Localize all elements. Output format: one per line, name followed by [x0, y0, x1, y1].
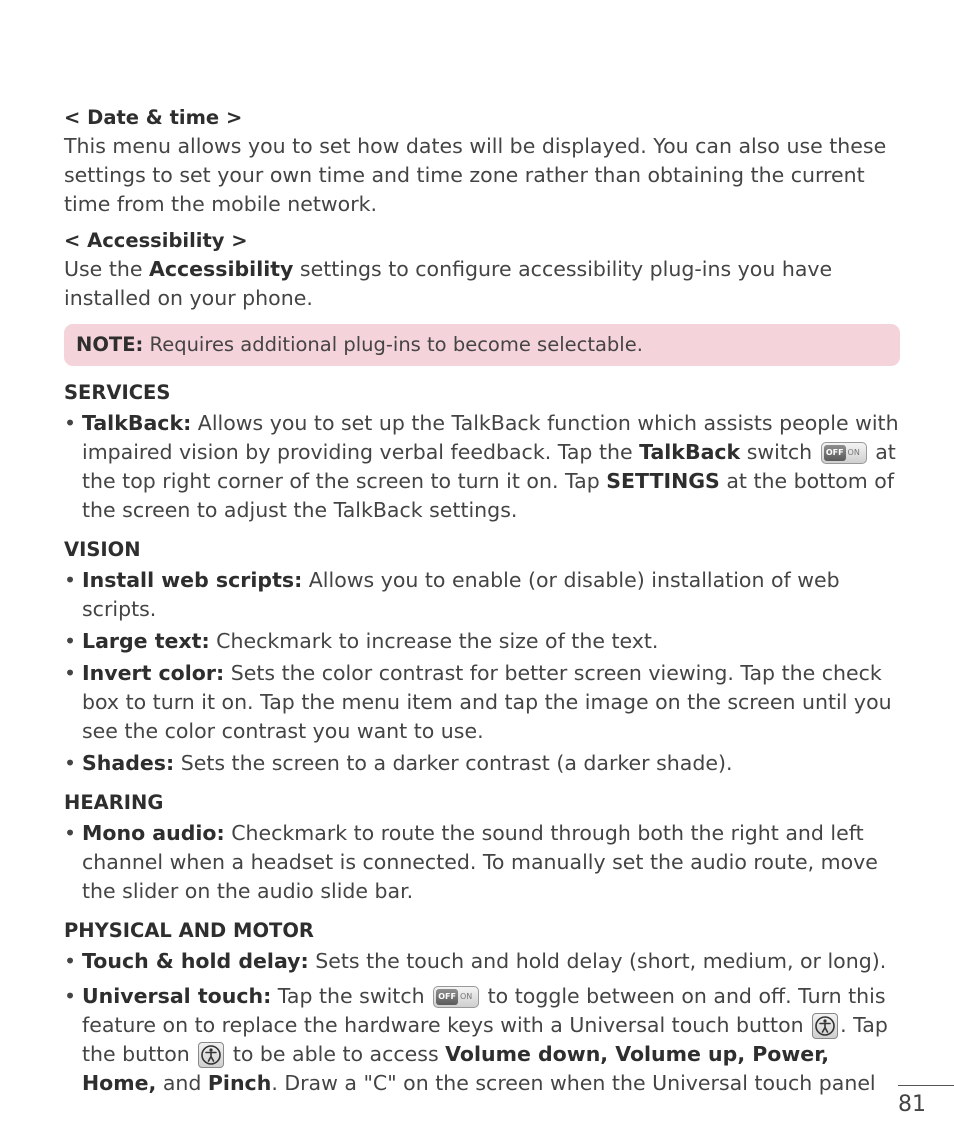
list-item: • Touch & hold delay: Sets the touch and hold delay (short, medium, or long). [64, 947, 900, 976]
universal-touch-icon [198, 1042, 224, 1068]
vision-list [64, 566, 900, 778]
accessibility-body: Use the Accessibility settings to configure accessibility plug-ins you have installed on your phone. [64, 257, 833, 310]
services-heading: SERVICES [64, 381, 171, 404]
physical-motor-list [64, 947, 900, 1098]
date-time-heading: < Date & time > [64, 106, 243, 129]
footer-rule [898, 1085, 954, 1086]
list-item: • Shades: Sets the screen to a darker contrast (a darker shade). [64, 749, 900, 778]
page-number: 81 [898, 1092, 926, 1117]
hearing-heading: HEARING [64, 791, 164, 814]
physical-motor-heading: PHYSICAL AND MOTOR [64, 919, 314, 942]
note-text: Requires additional plug-ins to become selectable. [143, 333, 643, 356]
switch-icon: OFF ON [433, 986, 479, 1008]
hearing-list [64, 819, 900, 906]
list-item: • Install web scripts: Allows you to enable (or disable) installation of web scripts. [64, 566, 900, 624]
switch-icon: OFF ON [821, 442, 867, 464]
date-time-body: This menu allows you to set how dates will be displayed. You can also use these settings to set your own time and time zone rather than obtaining the current time from the mobile network. [64, 134, 887, 216]
universal-touch-icon [812, 1013, 838, 1039]
note-box [64, 324, 900, 366]
page-content [64, 104, 900, 1101]
list-item: • Invert color: Sets the color contrast for better screen viewing. Tap the check box to turn it on. Tap the menu item and tap the image on the screen until you see the color contrast you want to use. [64, 659, 900, 746]
list-item-talkback: • TalkBack: Allows you to set up the TalkBack function which assists people with impaired vision by providing verbal feedback. Tap the TalkBack switch OFF ON at the top right corner of the screen to turn it on. Tap SETTINGS at the bottom of the screen to adjust the TalkBack settings. [64, 409, 900, 525]
accessibility-heading: < Accessibility > [64, 229, 248, 252]
list-item: • Universal touch: Tap the switch OFF ON to toggle between on and off. Turn this feature on to replace the hardware keys with a Universal touch button . Tap the button to be able to access Volume down, Volume up, Power, Home, and Pinch. Draw a "C" on the screen when the Universal touch panel [64, 982, 900, 1098]
services-list [64, 409, 900, 525]
list-item: • Large text: Checkmark to increase the size of the text. [64, 627, 900, 656]
vision-heading: VISION [64, 538, 141, 561]
list-item: • Mono audio: Checkmark to route the sound through both the right and left channel when a headset is connected. To manually set the audio route, move the slider on the audio slide bar. [64, 819, 900, 906]
note-label: NOTE: [76, 333, 144, 356]
